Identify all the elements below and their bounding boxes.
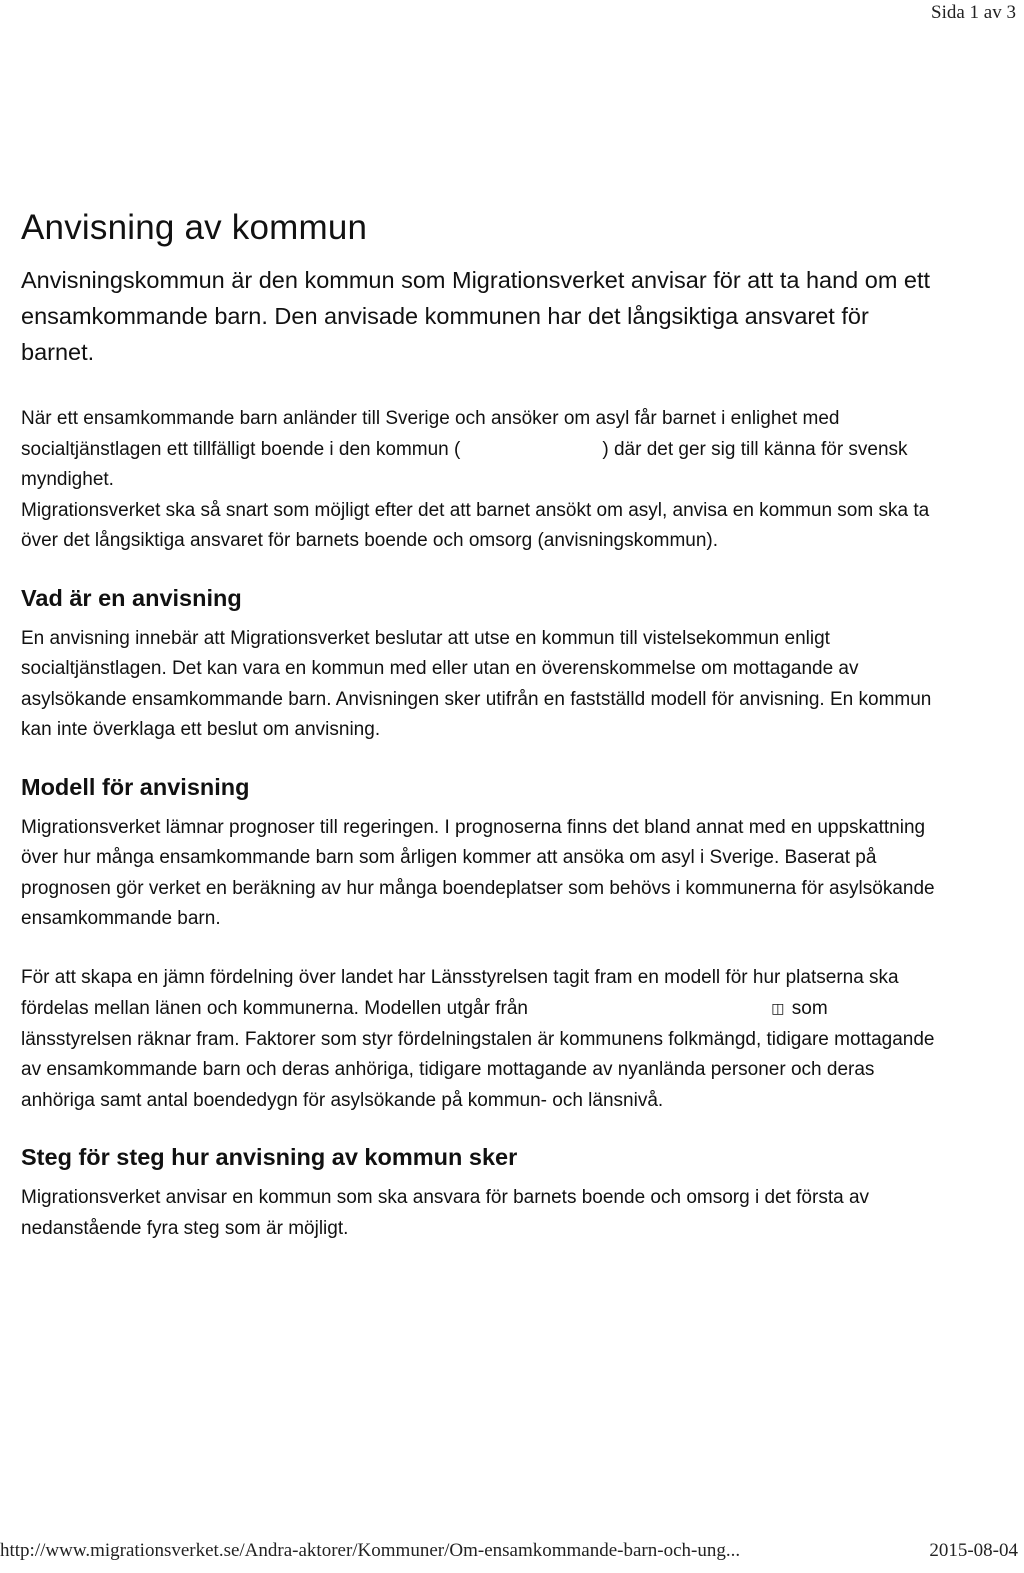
print-footer bbox=[0, 1540, 1018, 1562]
external-link-icon[interactable]: ◫ bbox=[771, 1000, 785, 1016]
section-text-vad-ar-anvisning: En anvisning innebär att Migrationsverket beslutar att utse en kommun till vistelsekommun enligt socialtjänstlagen. Det kan vara en kommun med eller utan en överenskommelse om mottagande av asylsökande ensamkommande barn. Anvisningen sker utifrån en fastställd modell för anvisning. En kommun kan inte överklaga ett beslut om anvisning. bbox=[21, 627, 932, 740]
print-date: 2015-08-04 bbox=[929, 1540, 1018, 1561]
arrival-text-start: När ett ensamkommande barn anländer till Sverige och ansöker om asyl får barnet i enlighet med socialtjänstlagen ett tillfälligt boende i den kommun ( bbox=[21, 408, 840, 460]
section-text-steg-for-steg: Migrationsverket anvisar en kommun som ska ansvara för barnets boende och omsorg i det första av nedanstående fyra steg som är möjligt. bbox=[21, 1187, 870, 1239]
section-text-modell-1: Migrationsverket lämnar prognoser till regeringen. I prognoserna finns det bland annat med en uppskattning över hur många ensamkommande barn som årligen kommer att ansöka om asyl i Sverige. Baserat på prognosen gör verket en beräkning av hur många boendeplatser som behövs i kommunerna för asylsökande ensamkommande barn. bbox=[21, 816, 935, 929]
arrival-text-end: ) där det ger sig till känna för svensk myndighet. bbox=[21, 438, 908, 490]
page-title: Anvisning av kommun bbox=[21, 208, 368, 247]
modell-text-start: För att skapa en jämn fördelning över landet har Länsstyrelsen tagit fram en modell för hur platserna ska fördelas mellan länen och kommunerna. Modellen utgår från bbox=[21, 966, 899, 1019]
section-heading-steg-for-steg: Steg för steg hur anvisning av kommun sker bbox=[21, 1144, 518, 1170]
section-heading-modell: Modell för anvisning bbox=[21, 773, 250, 800]
section-text-modell-2 bbox=[21, 963, 941, 1117]
page-url: http://www.migrationsverket.se/Andra-aktorer/Kommuner/Om-ensamkommande-barn-och-ung... bbox=[0, 1540, 741, 1561]
article bbox=[21, 208, 941, 1272]
intro-paragraph: Anvisningskommun är den kommun som Migrationsverket anvisar för att ta hand om ett ensamkommande barn. Den anvisade kommunen har det långsiktiga ansvaret för barnet. bbox=[21, 267, 931, 365]
print-page-indicator: Sida 1 av 3 bbox=[931, 2, 1016, 23]
section-heading-vad-ar-anvisning: Vad är en anvisning bbox=[21, 584, 242, 611]
modell-text-end: som länsstyrelsen räknar fram. Faktorer som styr fördelningstalen är kommunens folkmängd, tidigare mottagande av ensamkommande barn och deras anhöriga, tidigare mottagande av nyanlända personer och deras anhöriga samt antal boendedygn för asylsökande på kommun- och länsnivå. bbox=[21, 998, 935, 1111]
anvisning-duty-text: Migrationsverket ska så snart som möjligt efter det att barnet ansökt om asyl, anvisa en kommun som ska ta över det långsiktiga ansvaret för barnets boende och omsorg (anvisningskommun). bbox=[21, 499, 930, 551]
arrival-paragraph bbox=[21, 404, 941, 557]
